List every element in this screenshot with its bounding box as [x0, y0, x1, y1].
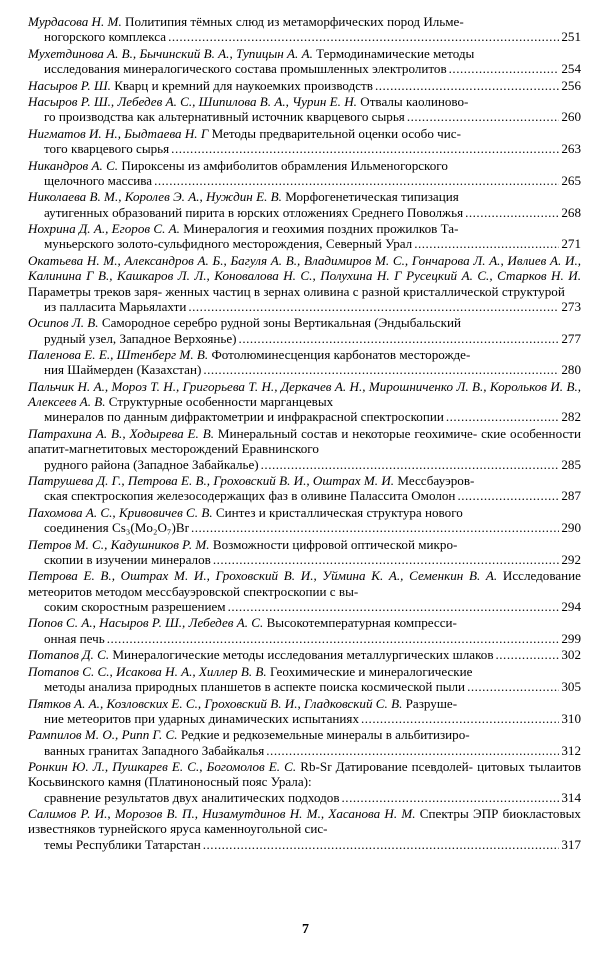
toc-entry-title-end: ванных гранитах Западного Забайкалья — [44, 742, 265, 758]
toc-entry-title: Синтез и кристаллическая структура нового — [215, 504, 463, 520]
toc-entry — [28, 615, 581, 646]
toc-entry-tail — [28, 790, 581, 805]
toc-entry-page: 268 — [561, 204, 581, 220]
dot-leader — [213, 552, 560, 567]
toc-entry-title-end: темы Республики Татарстан — [44, 836, 201, 852]
toc-entry-title: Самородное серебро рудной зоны Вертикальная (Эндыбальский — [101, 315, 461, 331]
toc-entry-authors: Пахомова А. С., Кривовичев С. В. — [28, 504, 213, 520]
toc-entry-page: 251 — [561, 29, 581, 45]
toc-entry-authors: Пальчик Н. А., Мороз Т. Н., Григорьева Т. Н., Деркачев А. Н., Мирошниченко Л. В., Корольков И. В., Алексеев А. В. — [28, 378, 581, 410]
toc-entry — [28, 94, 581, 125]
toc-entry — [28, 253, 581, 314]
toc-entry-authors: Попов С. А., Насыров Р. Ш., Лебедев А. С. — [28, 615, 264, 631]
dot-leader — [465, 205, 559, 220]
toc-entry-title-end: из палласита Марьялахти — [44, 298, 187, 314]
toc-entry-tail — [28, 679, 581, 694]
toc-entry — [28, 727, 581, 758]
toc-entry-authors: Осипов Л. В. — [28, 315, 99, 331]
toc-entry — [28, 347, 581, 378]
toc-entry-page: 277 — [561, 330, 581, 346]
toc-entry — [28, 78, 581, 93]
toc-entry-authors: Окатьева Н. М., Александров А. Б., Багуля А. В., Владимиров М. С., Гончарова Л. А., Ивлиев А. И., Калинина Г В., Кашкаров Л. Л., Коновалова Н. С., Полухина Н. Г Русецкий А. С., Старков Н. И. — [28, 252, 581, 284]
toc-entry-head — [28, 426, 581, 457]
toc-entry-authors: Рампилов М. О., Рипп Г. С. — [28, 727, 178, 743]
toc-entry-page: 271 — [561, 236, 581, 252]
dot-leader — [342, 790, 560, 805]
toc-entry-page: 287 — [561, 488, 581, 504]
toc-entry-title-end: ния Шаймерден (Казахстан) — [44, 362, 202, 378]
toc-entry-title: Структурные особенности марганцевых — [108, 394, 334, 410]
toc-entry-tail — [28, 29, 581, 44]
toc-entry-title-end: го производства как альтернативный источник кварцевого сырья — [44, 109, 405, 125]
dot-leader — [446, 409, 560, 424]
toc-entry-authors: Никандров А. С. — [28, 157, 119, 173]
toc-entry-head — [28, 505, 581, 520]
toc-entry-authors: Паленова Е. Е., Штенберг М. В. — [28, 347, 209, 363]
toc-entry-title-end: соединения Cs₃(Mo₂O₇)Br — [44, 520, 189, 536]
toc-entry-head — [28, 537, 581, 552]
toc-entry-title: Термодинамические методы — [316, 45, 475, 61]
toc-entry-title-end: щелочного массива — [44, 172, 153, 188]
dot-leader — [407, 109, 560, 124]
toc-entry-page: 294 — [561, 598, 581, 614]
toc-entry-title: Исследование метеоритов методом мессбауэровской спектроскопии с вы- — [28, 568, 581, 599]
dot-leader — [154, 173, 559, 188]
toc-entry-page: 260 — [561, 109, 581, 125]
dot-leader — [168, 29, 559, 44]
toc-entry-head — [28, 347, 581, 362]
toc-entry-title: Разруше- — [405, 695, 458, 711]
toc-entry — [28, 806, 581, 852]
toc-entry-tail — [28, 631, 581, 646]
dot-leader — [188, 299, 559, 314]
toc-entry-title: Параметры треков заря- женных частиц в зернах оливина с разной кристаллической структурой — [28, 283, 565, 299]
toc-entry-page: 299 — [561, 630, 581, 646]
toc-entry-authors: Патрушева Д. Г., Петрова Е. В., Гроховский В. И., Оштрах М. И. — [28, 473, 395, 489]
toc-entry-page: 282 — [561, 409, 581, 425]
toc-entry — [28, 158, 581, 189]
toc-entry-title: Морфогенетическая типизация — [285, 189, 459, 205]
toc-entry-tail — [28, 552, 581, 567]
toc-entry-authors: Ронкин Ю. Л., Пушкарев Е. С., Богомолов Е. С. — [28, 759, 297, 775]
page-number: 7 — [302, 922, 309, 937]
toc-entry-title: Фотолюминесценция карбонатов месторожде- — [211, 347, 471, 363]
toc-entry-tail — [28, 599, 581, 614]
toc-entry-page: 254 — [561, 61, 581, 77]
toc-entry-head — [28, 759, 581, 790]
toc-entry-page: 317 — [561, 836, 581, 852]
dot-leader — [467, 679, 559, 694]
toc-entry-page: 290 — [561, 520, 581, 536]
toc-entry-authors: Потапов С. С., Исакова Н. А., Хиллер В. В. — [28, 663, 267, 679]
toc-entry — [28, 46, 581, 77]
toc-entry-head — [28, 46, 581, 61]
toc-entry-title: Высокотемпературная компресси- — [266, 615, 457, 631]
toc-entry-title: Методы предварительной оценки особо чис- — [211, 125, 461, 141]
toc-entry-head — [28, 253, 581, 299]
toc-entry-head — [28, 78, 373, 93]
toc-entry-title-end: минералов по данным дифрактометрии и инфракрасной спектроскопии — [44, 409, 444, 425]
toc-entry-page: 256 — [561, 77, 581, 93]
toc-entry-page: 263 — [561, 141, 581, 157]
dot-leader — [191, 520, 559, 535]
toc-entry-title-end: сравнение результатов двух аналитических подходов — [44, 789, 340, 805]
dot-leader — [375, 78, 559, 93]
toc-entry-title: Кварц и кремний для наукоемких производств — [114, 77, 373, 93]
toc-entry-head — [28, 315, 581, 330]
toc-entry-title-end: ногорского комплекса — [44, 29, 167, 45]
toc-entry-title-end: муньерского золото-сульфидного месторождения, Северный Урал — [44, 236, 413, 252]
toc-entry-title: Редкие и редкоземельные минералы в альбитизиро- — [180, 727, 470, 743]
toc-entry-head — [28, 94, 581, 109]
toc-entry — [28, 221, 581, 252]
toc-entry-line — [28, 647, 581, 662]
dot-leader — [203, 362, 559, 377]
dot-leader — [457, 488, 559, 503]
dot-leader — [171, 141, 559, 156]
toc-entry-head — [28, 14, 581, 29]
toc-entry-page: 305 — [561, 679, 581, 695]
toc-entry-page: 314 — [561, 789, 581, 805]
toc-entry-title-end: ние метеоритов при ударных динамических испытаниях — [44, 710, 359, 726]
toc-entry-title: Отвалы каолиново- — [360, 94, 469, 110]
toc-entry-authors: Николаева В. М., Королев Э. А., Нуждин Е. В. — [28, 189, 282, 205]
toc-entry-tail — [28, 236, 581, 251]
toc-entry-title: Минералогические методы исследования металлургических шлаков — [112, 647, 494, 663]
toc-entry-tail — [28, 409, 581, 424]
toc-entry-head — [28, 727, 581, 742]
toc-entry-tail — [28, 205, 581, 220]
dot-leader — [266, 743, 559, 758]
toc-entry-authors: Петров М. С., Кадушников Р. М. — [28, 536, 210, 552]
toc-entry-authors: Нохрина Д. А., Егоров С. А. — [28, 221, 180, 237]
toc-entry-tail — [28, 61, 581, 76]
toc-entry — [28, 759, 581, 805]
toc-entry-tail — [28, 837, 581, 852]
toc-entry-authors: Пятков А. А., Козловских Е. С., Гроховский В. И., Гладковский С. В. — [28, 695, 403, 711]
toc-entry-head — [28, 473, 581, 488]
toc-entry-page: 292 — [561, 551, 581, 567]
toc-entry-head — [28, 615, 581, 630]
toc-entry-page: 285 — [561, 456, 581, 472]
toc-entry-head — [28, 568, 581, 599]
toc-entry-title: Мессбауэров- — [397, 473, 475, 489]
toc-entry-title-end: ская спектроскопия железосодержащих фаз в оливине Палассита Омолон — [44, 488, 456, 504]
dot-leader — [261, 457, 560, 472]
toc-entry-title-end: того кварцевого сырья — [44, 141, 170, 157]
toc-entry-head — [28, 647, 494, 662]
toc-entry-title: Возможности цифровой оптической микро- — [212, 536, 458, 552]
toc-entry-tail — [28, 362, 581, 377]
toc-entry-tail — [28, 141, 581, 156]
dot-leader — [361, 711, 559, 726]
toc-entry-head — [28, 664, 581, 679]
toc-entry-authors: Мурдасова Н. М. — [28, 14, 122, 29]
toc-entry-tail — [28, 299, 581, 314]
toc-entry-tail — [28, 711, 581, 726]
toc-entry-title-end: скопии в изучении минералов — [44, 551, 211, 567]
toc-entry — [28, 473, 581, 504]
toc-entry-head — [28, 221, 581, 236]
toc-entry-tail — [28, 520, 581, 535]
toc-entry-authors: Патрахина А. В., Ходырева Е. В. — [28, 425, 214, 441]
toc-entry-title-end: рудного района (Западное Забайкалье) — [44, 456, 259, 472]
toc-entry-head — [28, 696, 581, 711]
toc-entry-tail — [28, 488, 581, 503]
toc-entry — [28, 537, 581, 568]
table-of-contents — [28, 14, 581, 852]
toc-entry-tail — [28, 331, 581, 346]
toc-entry-title: Геохимические и минералогические — [269, 663, 473, 679]
toc-entry-tail — [28, 457, 581, 472]
toc-entry-title: Спектры ЭПР биокластовых известняков турнейского яруса каменноугольной сис- — [28, 806, 581, 837]
toc-entry-authors: Насыров Р. Ш. — [28, 77, 111, 93]
toc-entry-title-end: рудный узел, Западное Верхоянье) — [44, 330, 237, 346]
toc-entry-title-end: аутигенных образований пирита в юрских отложениях Среднего Поволжья — [44, 204, 464, 220]
toc-entry-title-end: онная печь — [44, 630, 105, 646]
toc-entry — [28, 379, 581, 425]
dot-leader — [496, 647, 560, 662]
toc-entry-page: 280 — [561, 362, 581, 378]
toc-entry-head — [28, 806, 581, 837]
toc-entry — [28, 647, 581, 662]
toc-entry-head — [28, 379, 581, 410]
toc-entry-title: Пироксены из амфиболитов обрамления Ильменогорского — [121, 157, 448, 173]
toc-entry-page: 302 — [561, 647, 581, 663]
dot-leader — [239, 331, 560, 346]
toc-entry-title: Rb-Sr Датирование псевдолей- цитовых тылаитов Косьвинского камня (Платиноносный пояс Урала): — [28, 759, 582, 790]
toc-entry — [28, 664, 581, 695]
toc-entry-tail — [28, 743, 581, 758]
toc-entry-line — [28, 78, 581, 93]
toc-entry-head — [28, 189, 581, 204]
toc-entry — [28, 315, 581, 346]
toc-entry-page: 265 — [561, 172, 581, 188]
toc-entry-authors: Потапов Д. С. — [28, 647, 110, 663]
toc-entry-page: 273 — [561, 298, 581, 314]
toc-entry-title: Политипия тёмных слюд из метаморфических пород Ильме- — [125, 14, 464, 29]
toc-entry-authors: Салимов Р. И., Морозов В. П., Низамутдинов Н. М., Хасанова Н. М. — [28, 806, 416, 822]
toc-entry-head — [28, 158, 581, 173]
toc-entry-authors: Мухетдинова А. В., Бычинский В. А., Тупицын А. А. — [28, 45, 313, 61]
toc-entry-authors: Петрова Е. В., Оштрах М. И., Гроховский В. И., Уймина К. А., Семенкин В. А. — [28, 568, 498, 584]
toc-entry — [28, 14, 581, 45]
dot-leader — [414, 236, 559, 251]
toc-entry-tail — [28, 109, 581, 124]
toc-entry-title-end: методы анализа природных планшетов в аспекте поиска космической пыли — [44, 679, 466, 695]
toc-entry — [28, 505, 581, 536]
toc-entry-authors: Насыров Р. Ш., Лебедев А. С., Шипилова В. А., Чурин Е. Н. — [28, 94, 357, 110]
toc-entry-tail — [28, 173, 581, 188]
toc-entry-title-end: исследования минералогического состава промышленных электролитов — [44, 61, 447, 77]
toc-entry-head — [28, 126, 581, 141]
toc-entry-title-end: соким скоростным разрешением — [44, 598, 226, 614]
toc-entry — [28, 189, 581, 220]
toc-entry-title: Минералогия и геохимия поздних прожилков Та- — [183, 221, 459, 237]
dot-leader — [203, 837, 560, 852]
toc-entry-authors: Нигматов И. Н., Быдтаева Н. Г — [28, 125, 209, 141]
toc-entry — [28, 568, 581, 614]
toc-entry — [28, 126, 581, 157]
toc-entry — [28, 426, 581, 472]
toc-entry — [28, 696, 581, 727]
dot-leader — [449, 61, 560, 76]
toc-entry-page: 312 — [561, 742, 581, 758]
toc-entry-page: 310 — [561, 710, 581, 726]
dot-leader — [107, 631, 560, 646]
dot-leader — [228, 599, 560, 614]
toc-entry-title: Минеральный состав и некоторые геохимиче- ские особенности апатит-магнетитовых месторождений Еравнинского — [28, 425, 581, 457]
